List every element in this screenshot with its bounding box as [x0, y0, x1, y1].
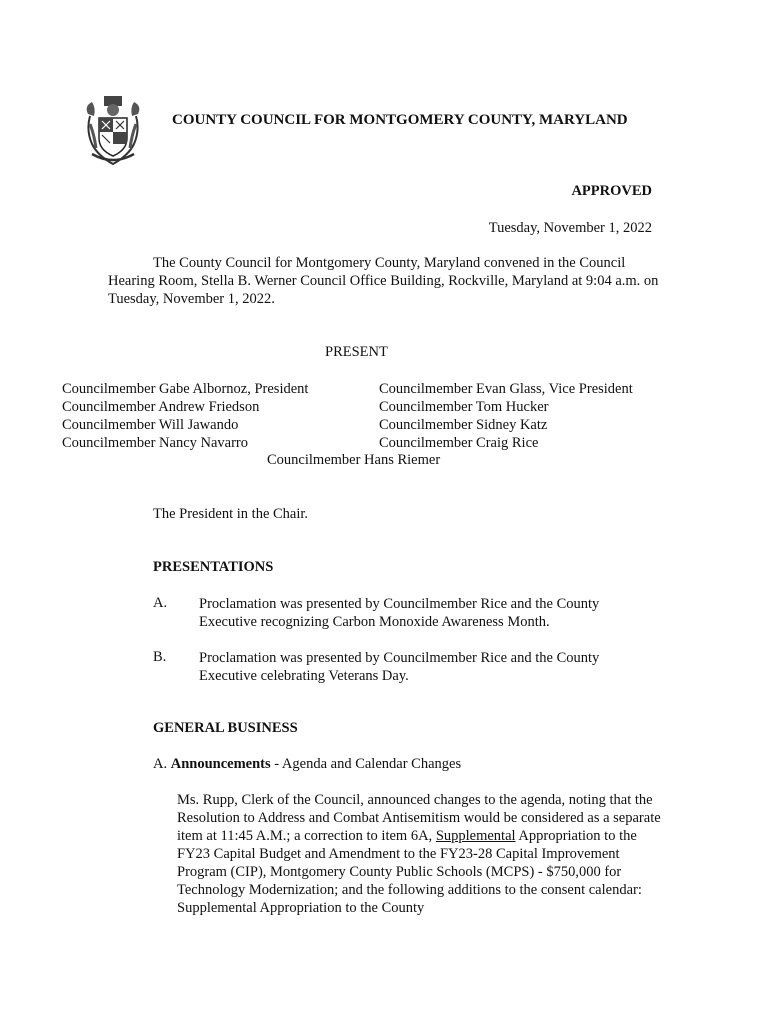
presentations-heading: PRESENTATIONS — [153, 559, 274, 575]
intro-paragraph: The County Council for Montgomery County, Maryland convened in the Council Hearing Room, Stella B. Werner Council Office Building, Rockville, Maryland at 9:04 a.m. on Tuesday, November 1, 2022. — [108, 255, 659, 307]
presentation-item-b: Proclamation was presented by Councilmember Rice and the County Executive celebrating Veterans Day. — [199, 650, 600, 684]
item-letter: A. — [153, 756, 168, 772]
meeting-date: Tuesday, November 1, 2022 — [488, 220, 652, 236]
present-member: Councilmember Tom Hucker — [379, 399, 549, 415]
document-title: COUNTY COUNCIL FOR MONTGOMERY COUNTY, MARYLAND — [172, 112, 628, 128]
approved-status: APPROVED — [571, 183, 652, 199]
announcements-item — [153, 756, 461, 773]
chair-statement: The President in the Chair. — [153, 506, 309, 522]
present-member: Councilmember Craig Rice — [379, 435, 539, 451]
general-business-heading: GENERAL BUSINESS — [153, 720, 298, 736]
presentation-letter: B. — [153, 649, 167, 665]
announcements-subtitle: - Agenda and Calendar Changes — [270, 756, 462, 772]
present-member: Councilmember Will Jawando — [62, 417, 239, 433]
present-member: Councilmember Andrew Friedson — [62, 399, 260, 415]
present-left-column — [62, 380, 308, 452]
present-member-center: Councilmember Hans Riemer — [267, 452, 441, 468]
announcements-title: Announcements — [170, 756, 271, 772]
present-member: Councilmember Nancy Navarro — [62, 435, 249, 451]
county-seal-icon — [82, 94, 144, 166]
presentation-letter: A. — [153, 595, 168, 611]
present-heading: PRESENT — [325, 344, 388, 360]
announcements-body: Ms. Rupp, Clerk of the Council, announced changes to the agenda, noting that the Resolution to Address and Combat Antisemitism would be considered as a separate item at 11:45 A.M.; a correction to item 6A, Supplemental Appropriation to the FY23 Capital Budget and Amendment to the FY23-28 Capital Improvement Program (CIP), Montgomery County Public Schools (MCPS) - $750,000 for Technology Modernization; and the following additions to the consent calendar: Supplemental Appropriation to the County — [177, 792, 661, 916]
present-right-column — [379, 380, 633, 452]
present-member: Councilmember Gabe Albornoz, President — [62, 381, 309, 397]
present-member: Councilmember Sidney Katz — [379, 417, 548, 433]
underlined-term: Supplemental — [435, 828, 516, 844]
presentation-item-a: Proclamation was presented by Councilmember Rice and the County Executive recognizing Carbon Monoxide Awareness Month. — [199, 596, 600, 630]
present-member: Councilmember Evan Glass, Vice President — [379, 381, 633, 397]
